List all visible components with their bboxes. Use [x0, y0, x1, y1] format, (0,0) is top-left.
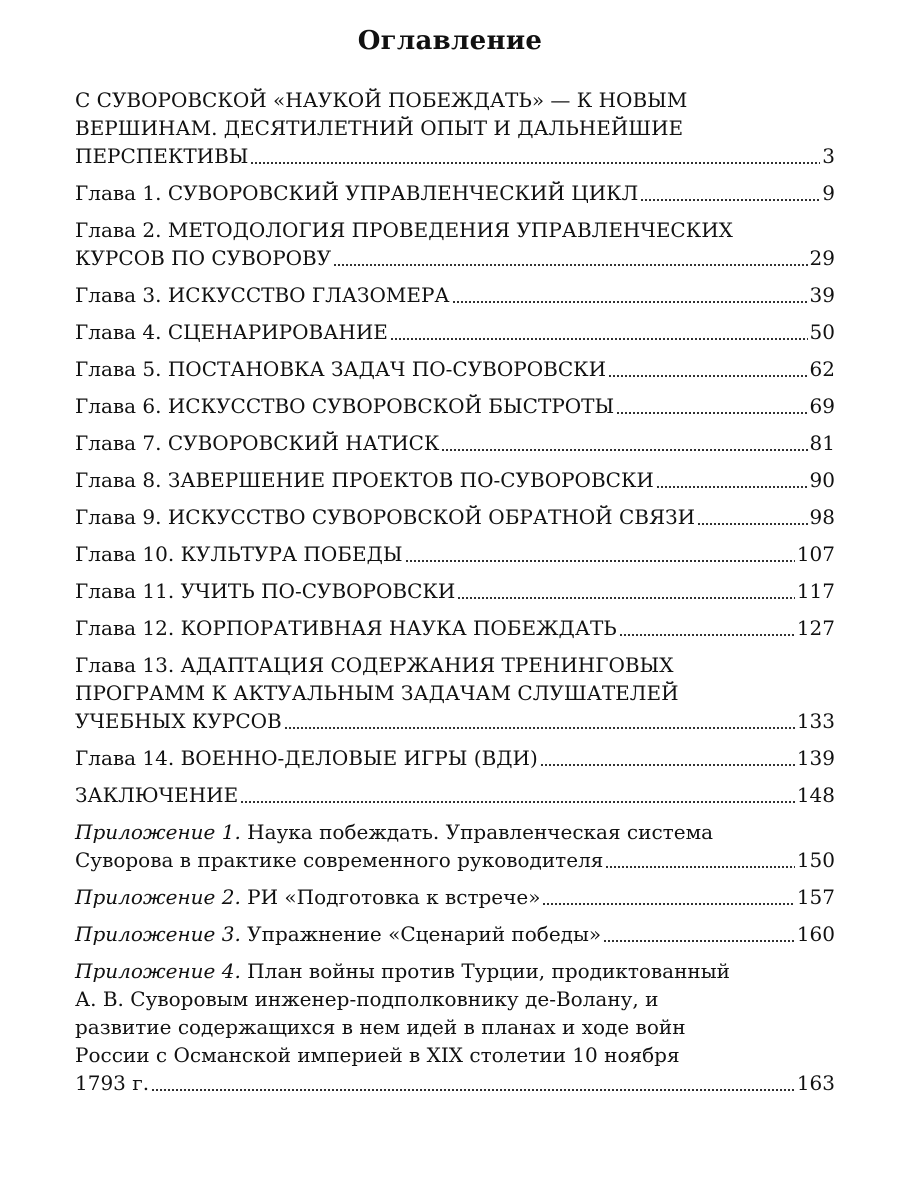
toc-entry-text: А. В. Суворовым инженер-подполковнику де-Волану, и [75, 987, 659, 1011]
toc-entry-text: Приложение 3. Упражнение «Сценарий победы» [75, 922, 602, 946]
appendix-label: Приложение 2. [75, 885, 241, 909]
dot-leader [603, 920, 795, 948]
dot-leader [390, 318, 808, 346]
toc-entry[interactable] [75, 355, 835, 383]
page-number: 117 [796, 579, 835, 603]
toc-entry[interactable] [75, 577, 835, 605]
toc-entry-text: Приложение 4. План войны против Турции, продиктованный [75, 959, 731, 983]
page-number: 133 [796, 709, 835, 733]
page-number: 29 [809, 246, 835, 270]
toc-entry-text: Глава 9. ИСКУССТВО СУВОРОВСКОЙ ОБРАТНОЙ СВЯЗИ [75, 505, 696, 529]
table-of-contents [75, 86, 835, 1106]
dot-leader [542, 883, 794, 911]
toc-entry-text: Глава 10. КУЛЬТУРА ПОБЕДЫ [75, 542, 403, 566]
toc-entry-text: Приложение 1. Наука побеждать. Управленческая система [75, 820, 714, 844]
toc-entry-text: 1793 г. [75, 1071, 150, 1095]
page-number: 127 [796, 616, 835, 640]
toc-entry[interactable] [75, 216, 835, 272]
page-number: 163 [796, 1071, 835, 1095]
dot-leader [619, 614, 795, 642]
page-number: 160 [796, 922, 835, 946]
toc-entry-text: Глава 11. УЧИТЬ ПО-СУВОРОВСКИ [75, 579, 456, 603]
dot-leader [452, 281, 808, 309]
page-number: 98 [809, 505, 835, 529]
page-number: 139 [796, 746, 835, 770]
toc-entry-text: КУРСОВ ПО СУВОРОВУ [75, 246, 332, 270]
page-number: 157 [796, 885, 835, 909]
toc-entry[interactable] [75, 466, 835, 494]
page-number: 148 [796, 783, 835, 807]
page-number: 9 [822, 181, 835, 205]
toc-entry-text: УЧЕБНЫХ КУРСОВ [75, 709, 282, 733]
appendix-label: Приложение 1. [75, 820, 241, 844]
toc-entry[interactable] [75, 392, 835, 420]
dot-leader [656, 466, 808, 494]
toc-entry[interactable] [75, 281, 835, 309]
toc-entry[interactable] [75, 818, 835, 874]
toc-entry-text: Глава 13. АДАПТАЦИЯ СОДЕРЖАНИЯ ТРЕНИНГОВЫХ [75, 653, 674, 677]
toc-entry-text: Приложение 2. РИ «Подготовка к встрече» [75, 885, 541, 909]
toc-entry-text: России с Османской империей в XIX столетии 10 ноября [75, 1043, 680, 1067]
appendix-label: Приложение 4. [75, 959, 241, 983]
toc-entry[interactable] [75, 781, 835, 809]
dot-leader [457, 577, 794, 605]
toc-entry[interactable] [75, 429, 835, 457]
toc-entry[interactable] [75, 179, 835, 207]
dot-leader [240, 781, 795, 809]
toc-entry-text: ВЕРШИНАМ. ДЕСЯТИЛЕТНИЙ ОПЫТ И ДАЛЬНЕЙШИЕ [75, 116, 684, 140]
page-number: 107 [796, 542, 835, 566]
toc-entry-text: Глава 4. СЦЕНАРИРОВАНИЕ [75, 320, 388, 344]
toc-entry[interactable] [75, 614, 835, 642]
toc-entry[interactable] [75, 957, 835, 1097]
dot-leader [333, 244, 807, 272]
dot-leader [151, 1069, 795, 1097]
dot-leader [250, 142, 820, 170]
toc-entry-text: ПРОГРАММ К АКТУАЛЬНЫМ ЗАДАЧАМ СЛУШАТЕЛЕЙ [75, 681, 679, 705]
toc-entry-text: Глава 12. КОРПОРАТИВНАЯ НАУКА ПОБЕЖДАТЬ [75, 616, 617, 640]
toc-entry-text: Глава 3. ИСКУССТВО ГЛАЗОМЕРА [75, 283, 450, 307]
toc-entry-text: Глава 5. ПОСТАНОВКА ЗАДАЧ ПО-СУВОРОВСКИ [75, 357, 607, 381]
page-number: 150 [796, 848, 835, 872]
dot-leader [697, 503, 808, 531]
toc-entry[interactable] [75, 883, 835, 911]
toc-entry[interactable] [75, 318, 835, 346]
page-number: 39 [809, 283, 835, 307]
toc-entry[interactable] [75, 651, 835, 735]
page-title: Оглавление [357, 26, 543, 56]
toc-entry-text: Суворова в практике современного руководителя [75, 848, 604, 872]
page-number: 62 [809, 357, 835, 381]
toc-entry-text: Глава 2. МЕТОДОЛОГИЯ ПРОВЕДЕНИЯ УПРАВЛЕНЧЕСКИХ [75, 218, 733, 242]
toc-entry[interactable] [75, 920, 835, 948]
page-number: 81 [809, 431, 835, 455]
dot-leader [284, 707, 795, 735]
toc-entry-text: С СУВОРОВСКОЙ «НАУКОЙ ПОБЕЖДАТЬ» — К НОВЫМ [75, 88, 688, 112]
page-number: 3 [822, 144, 835, 168]
dot-leader [608, 355, 808, 383]
toc-entry-text: ЗАКЛЮЧЕНИЕ [75, 783, 239, 807]
toc-entry[interactable] [75, 540, 835, 568]
toc-entry-text: Глава 8. ЗАВЕРШЕНИЕ ПРОЕКТОВ ПО-СУВОРОВСКИ [75, 468, 654, 492]
dot-leader [540, 744, 795, 772]
dot-leader [441, 429, 807, 457]
page-number: 69 [809, 394, 835, 418]
appendix-label: Приложение 3. [75, 922, 241, 946]
toc-entry-text: Глава 1. СУВОРОВСКИЙ УПРАВЛЕНЧЕСКИЙ ЦИКЛ [75, 181, 639, 205]
toc-entry-text: Глава 7. СУВОРОВСКИЙ НАТИСК [75, 431, 440, 455]
toc-entry[interactable] [75, 744, 835, 772]
toc-entry-text: развитие содержащихся в нем идей в планах и ходе войн [75, 1015, 686, 1039]
toc-entry[interactable] [75, 86, 835, 170]
toc-entry-text: Глава 6. ИСКУССТВО СУВОРОВСКОЙ БЫСТРОТЫ [75, 394, 615, 418]
dot-leader [616, 392, 807, 420]
dot-leader [640, 179, 820, 207]
page-number: 50 [809, 320, 835, 344]
toc-entry-text: Глава 14. ВОЕННО-ДЕЛОВЫЕ ИГРЫ (ВДИ) [75, 746, 538, 770]
dot-leader [605, 846, 794, 874]
page-number: 90 [809, 468, 835, 492]
dot-leader [405, 540, 795, 568]
toc-entry-text: ПЕРСПЕКТИВЫ [75, 144, 249, 168]
toc-entry[interactable] [75, 503, 835, 531]
